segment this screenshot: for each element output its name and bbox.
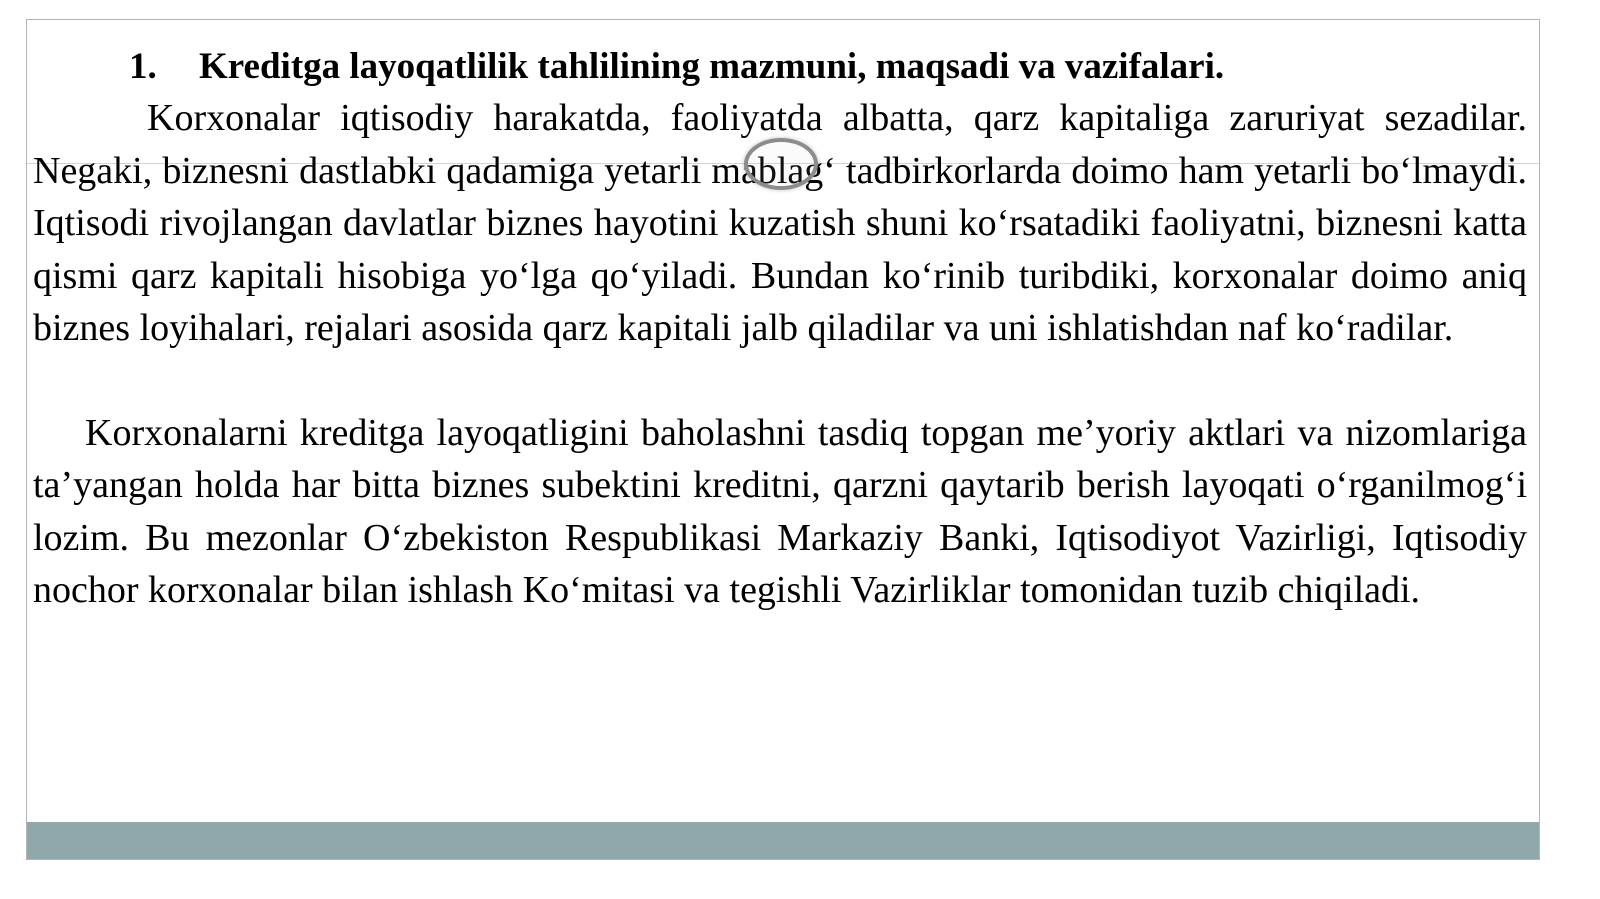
footer-bar xyxy=(27,822,1540,860)
heading-text: Kreditga layoqatlilik tahlilining mazmuni, maqsadi va vazifalari. xyxy=(199,46,1225,87)
heading-number: 1. xyxy=(129,46,157,87)
paragraph-2: Korxonalarni kreditga layoqatligini baholashni tasdiq topgan me’yoriy aktlari va nizomlariga ta’yangan holda har bitta biznes subektini kreditni, qarzni qaytarib berish layoqati o‘rganilmog‘i lozim. Bu mezonlar O‘zbekiston Respublikasi Markaziy Banki, Iqtisodiyot Vazirligi, Iqtisodiy nochor korxonalar bilan ishlash Ko‘mitasi va tegishli Vazirliklar tomonidan tuzib chiqiladi. xyxy=(33,411,1527,611)
slide-heading xyxy=(33,42,1527,92)
paragraph-1: Korxonalar iqtisodiy harakatda, faoliyatda albatta, qarz kapitaliga zaruriyat sezadilar. Negaki, biznesni dastlabki qadamiga yetarli mablag‘ tadbirkorlarda doimo ham yetarli bo‘lmaydi. Iqtisodi rivojlangan davlatlar biznes hayotini kuzatish shuni ko‘rsatadiki faoliyatni, biznesni katta qismi qarz kapitali hisobiga yo‘lga qo‘yiladi. Bundan ko‘rinib turibdiki, korxonalar doimo aniq biznes loyihalari, rejalari asosida qarz kapitali jalb qiladilar va uni ishlatishdan naf ko‘radilar. xyxy=(33,97,1527,349)
slide-content xyxy=(33,42,1527,617)
slide xyxy=(26,19,1540,860)
